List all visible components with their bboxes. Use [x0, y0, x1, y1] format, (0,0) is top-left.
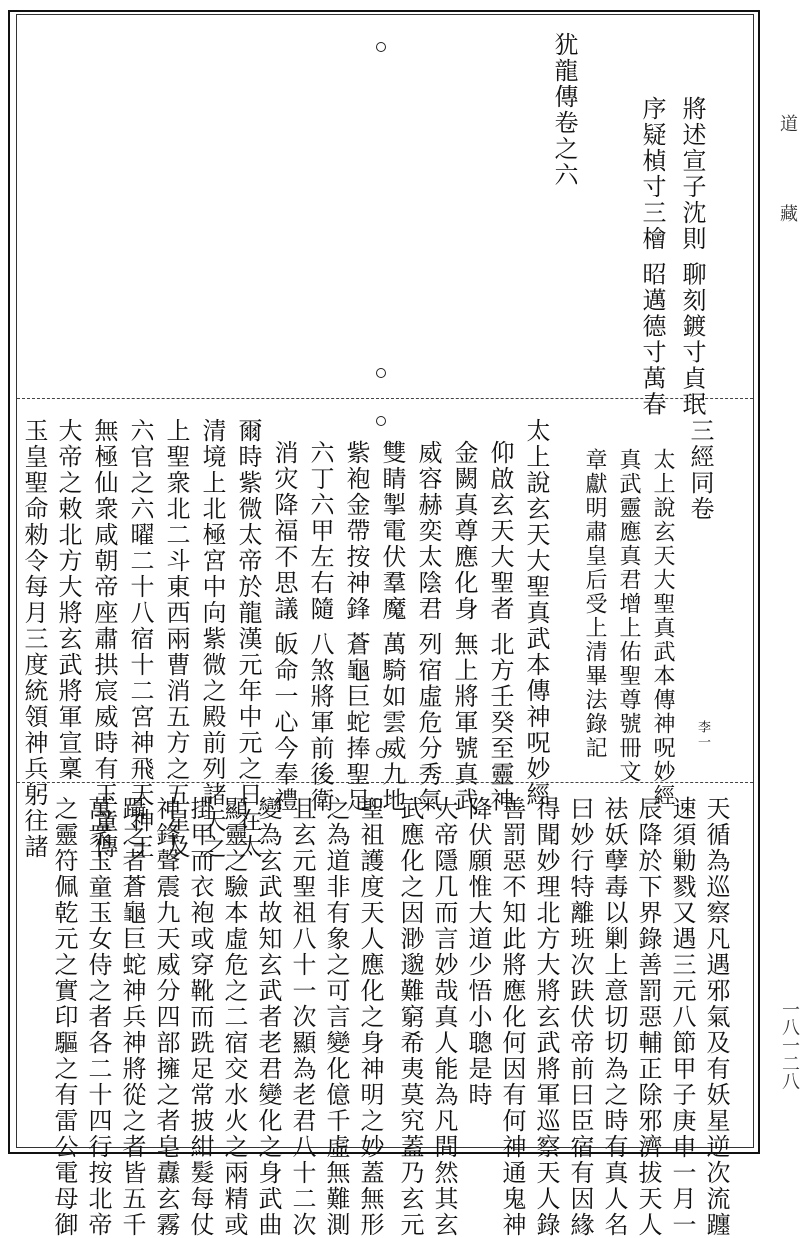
section3-body-line: 得聞妙理北方大將玄武將軍巡察天人錄: [532, 796, 560, 1238]
section2-body-line: 清境上北極宮中向紫微之殿前列諸天之: [198, 418, 226, 860]
section3-body-line: 顯靈之驗本虛危之二宿交水火之兩精或: [220, 796, 248, 1238]
section2-body-line: 爾時紫微太帝於龍漢元年中元之日在太: [234, 418, 262, 860]
section2-body-line: 威容赫奕太陰君 列宿虛危分秀氣: [414, 440, 442, 814]
section3-body-line: 躡之者蒼龜巨蛇神兵神將從之者皆五千: [118, 796, 146, 1238]
section2-body-line: 六官之六曜二十八宿十二宮神飛天神王: [126, 418, 154, 860]
binding-hole: [376, 42, 386, 52]
margin-char-dao: 道: [780, 114, 798, 135]
section3-body-line: 聖祖護度天人應化之身神明之妙蓋無形: [356, 796, 384, 1238]
section3-body-line: 善罰惡不知此將應化何因有何神通鬼神: [498, 796, 526, 1238]
section2-note-mark: 李一: [695, 720, 710, 750]
section2-heading: 三經同卷: [686, 418, 714, 522]
section2-body-line: 玉皇聖命勑令每月三度統領神兵躬往諸: [20, 418, 48, 860]
section3-body-line: 神鋒聲震九天威分四部擁之者皂纛玄霧: [152, 796, 180, 1238]
section3-body-line: 且玄元聖祖八十一次顯為老君八十二次: [288, 796, 316, 1238]
section2-body-line: 仰啟玄天大聖者 北方壬癸至靈神: [486, 440, 514, 814]
section1-line: 序疑楨寸三檜 昭邁德寸萬春: [638, 96, 666, 418]
section3-body-line: 祛妖孽毒以剿上意切切為之時有真人名: [600, 796, 628, 1238]
section3-body-line: 之為道非有象之可言變化億千虛無難測: [322, 796, 350, 1238]
binding-hole: [376, 416, 386, 426]
section2-line: 太上說玄天大聖真武本傳神呪妙經: [650, 448, 675, 808]
section2-body-line: 無極仙衆咸朝帝座肅拱宸威時有玉童傳: [90, 418, 118, 860]
section3-body-line: 之靈符佩乾元之實印驅之有雷公電母御: [50, 796, 78, 1238]
section3-body-line: 天循為巡察凡遇邪氣及有妖星逆次流躔: [702, 796, 730, 1238]
section2-body-line: 上聖衆北二斗東西兩曹消五方之五星及: [162, 418, 190, 860]
section3-body-line: 掛甲而衣袍或穿靴而跣足常披紺髮每仗: [186, 796, 214, 1238]
section3-body-line: 武應化之因渺邈難窮希夷莫究蓋乃玄元: [396, 796, 424, 1238]
section2-body-line: 紫袍金帶按神鋒 蒼龜巨蛇捧聖足: [342, 440, 370, 814]
section1-line: 將述宣子沈則 聊刻鍍寸貞珉: [678, 96, 706, 418]
section2-body-line: 大帝之敕北方大將玄武將軍宣稟: [54, 418, 82, 782]
margin-char-zang: 藏: [780, 204, 798, 225]
section3-body-line: 降伏願惟大道少悟小聰是時: [464, 796, 492, 1108]
binding-hole: [376, 368, 386, 378]
section2-line: 真武靈應真君增上佑聖尊號冊文: [616, 448, 641, 784]
section3-body-line: 萬衆玉童玉女侍之者各二十四行按北帝: [84, 796, 112, 1238]
section2-body-line: 六丁六甲左右隨 八煞將軍前後衛: [306, 440, 334, 814]
section2-body-line: 雙睛掣電伏羣魔 萬騎如雲威九地: [378, 440, 406, 814]
section2-body-line: 太上說玄天大聖真武本傳神呪妙經: [522, 418, 550, 808]
section2-body-line: 消灾降福不思議 皈命一心今奉禮: [270, 440, 298, 814]
section3-body-line: 曰妙行特離班次趺伏帝前曰臣宿有因緣: [566, 796, 594, 1238]
volume-title: 犹龍傳卷之六: [550, 32, 578, 188]
page-number: 一八一二八: [779, 1000, 800, 1090]
section3-body-line: 速須勦戮又遇三元八節甲子庚申一月一: [668, 796, 696, 1238]
section3-body-line: 辰降於下界錄善罰惡輔正除邪濟拔天人: [634, 796, 662, 1238]
section3-body-line: 大帝隱几而言妙哉真人能為凡間然其玄: [430, 796, 458, 1238]
section2-line: 章獻明肅皇后受上清畢法錄記: [582, 448, 607, 760]
section2-body-line: 金闕真尊應化身 無上將軍號真武: [450, 440, 478, 814]
section3-body-line: 變為玄武故知玄武者老君變化之身武曲: [254, 796, 282, 1238]
